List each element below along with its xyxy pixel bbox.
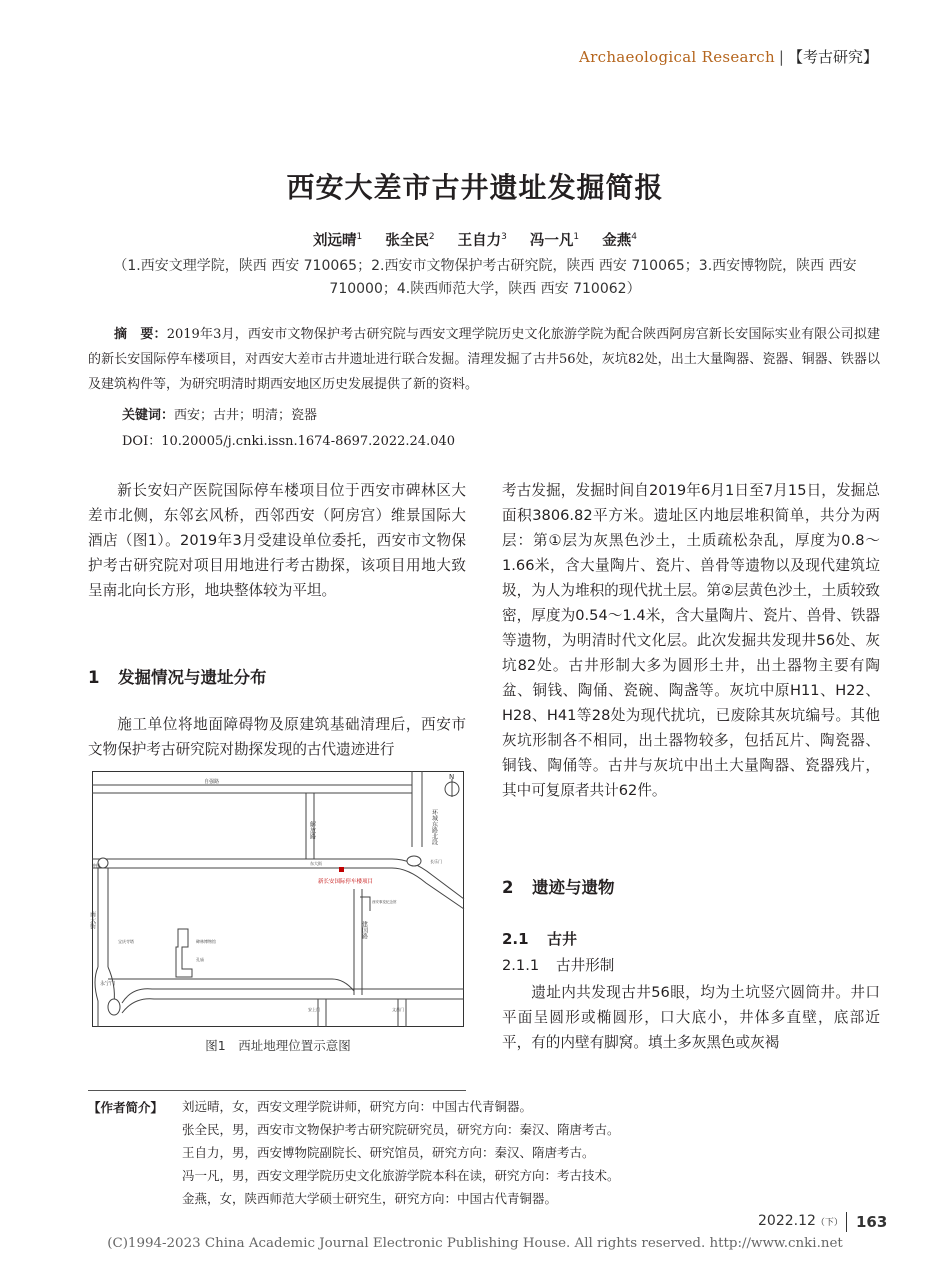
figure-caption: 图1 西址地理位置示意图	[205, 1038, 351, 1053]
sec211-paragraph-block	[502, 980, 880, 1055]
map-label-jianguo: 建国路	[360, 921, 368, 939]
footnote-line: 冯一凡，男，西安文理学院历史文化旅游学院本科在读，研究方向：考古技术。	[182, 1168, 620, 1183]
sec211-paragraph: 遗址内共发现古井56眼，均为土坑竖穴圆筒井。井口平面呈圆形或椭圆形，口大底小，井体多直壁，底部近平，有的内壁有脚窝。填土多灰黑色或灰褐	[502, 984, 880, 1051]
right-paragraph-block	[502, 478, 880, 803]
footer-divider	[846, 1212, 847, 1232]
author	[385, 233, 434, 249]
map-label-kongmiao: 孔庙	[196, 957, 204, 962]
right-paragraph: 考古发掘，发掘时间自2019年6月1日至7月15日，发掘总面积3806.82平方米。遗址区内地层堆积简单，共分为两层：第①层为灰黑色沙土，土质疏松杂乱，厚度为0.8～1.66米，含大量陶片、瓷片、兽骨等遗物以及现代建筑垃圾，为人为堆积的现代扰土层。第②层黄色沙土，土质较致密，厚度为0.54～1.4米，含大量陶片、瓷片、兽骨、铁器等遗物，为明清时代文化层。此次发掘共发现井56处、灰坑82处。古井形制大多为圆形土井，出土器物主要有陶盆、铜钱、陶俑、瓷碗、陶盏等。灰坑中原H11、H22、H28、H41等28处为现代扰坑，已废除其灰坑编号。其他灰坑形制各不相同，出土器物较多，包括瓦片、陶瓷器、铜钱、陶俑等。古井与灰坑中出土大量陶器、瓷器残片，其中可复原者共计62件。	[502, 482, 880, 799]
sec1-paragraph: 施工单位将地面障碍物及原建筑基础清理后，西安市文物保护考古研究院对勘探发现的古代遗迹进行	[88, 716, 466, 758]
abstract	[88, 322, 880, 397]
map-label-huancheng: 环城东路北段	[430, 809, 438, 845]
section-heading-2	[502, 874, 615, 898]
author	[530, 233, 579, 249]
footnote-line: 刘远晴，女，西安文理学院讲师，研究方向：中国古代青铜器。	[182, 1099, 533, 1114]
author-name: 金燕	[602, 233, 632, 249]
section-number: 2	[502, 878, 514, 897]
keywords	[122, 404, 317, 423]
footnote-rule	[88, 1090, 466, 1091]
author-affil-sup: 1	[356, 232, 363, 243]
sec1-paragraph-block	[88, 712, 466, 762]
section-title: 发掘情况与遗址分布	[118, 668, 267, 687]
roundabout-yongning	[108, 999, 120, 1015]
map-label-nanda: 南大街	[88, 911, 96, 929]
author-affil-sup: 1	[573, 232, 580, 243]
map-label-site: 新长安国际停车楼项目	[318, 879, 374, 885]
keywords-text: 西安；古井；明清；瓷器	[174, 408, 318, 423]
abstract-text: 2019年3月，西安市文物保护考古研究院与西安文理学院历史文化旅游学院为配合陕西阿房宫新长安国际实业有限公司拟建的新长安国际停车楼项目，对西安大差市古井遗址进行联合发掘。清理发掘了古井56处，灰坑82处，出土大量陶器、瓷器、铜器、铁器以及建筑构件等，为研究明清时期西安地区历史发展提供了新的资料。	[88, 327, 880, 392]
site-marker	[339, 867, 344, 872]
subsubsection-heading-2-1-1	[502, 954, 614, 975]
author-name: 王自力	[457, 233, 502, 249]
running-header	[579, 46, 878, 67]
issue-sub: （下）	[815, 1218, 843, 1228]
footer-issue	[758, 1213, 843, 1229]
abstract-label: 摘 要：	[114, 327, 167, 342]
footnote-line: 王自力，男，西安博物院副院长、研究馆员，研究方向：秦汉、隋唐考古。	[182, 1145, 595, 1160]
map-label-baoqing: 宝庆寺塔	[118, 939, 134, 944]
map-label-east-road: 东大街	[310, 861, 322, 866]
subsubsection-number: 2.1.1	[502, 957, 540, 974]
author-affil-sup: 3	[501, 232, 507, 243]
section-heading-1	[88, 664, 267, 688]
section-number: 1	[88, 668, 100, 687]
intro-paragraph: 新长安妇产医院国际停车楼项目位于西安市碑林区大差市北侧，东邻玄风桥，西邻西安（阿房宫）维景国际大酒店（图1）。2019年3月受建设单位委托，西安市文物保护考古研究院对项目用地进行考古勘探，该项目用地大致呈南北向长方形，地块整体较为平坦。	[88, 482, 466, 599]
footnote-line: 金燕，女，陕西师范大学硕士研究生，研究方向：中国古代青铜器。	[182, 1191, 558, 1206]
author-name: 冯一凡	[529, 233, 574, 249]
author	[602, 233, 637, 249]
map-label-zhonglou: 钟楼	[92, 863, 100, 868]
map-label-anshang: 安上门	[308, 1007, 320, 1012]
subsection-title: 古井	[547, 930, 578, 948]
footnote-line: 张全民，男，西安市文物保护考古研究院研究员，研究方向：秦汉、隋唐考古。	[182, 1122, 620, 1137]
author	[313, 233, 362, 249]
map-label-jiefang: 解放路	[308, 821, 316, 839]
map-frame	[93, 772, 464, 1027]
author-list	[0, 229, 950, 250]
journal-name-cn: 【考古研究】	[787, 48, 878, 66]
subsection-heading-2-1	[502, 928, 577, 949]
map-label-yongning: 永宁门	[100, 981, 116, 987]
header-separator: |	[778, 48, 784, 66]
map-label-wenchang: 文昌门	[392, 1007, 404, 1012]
subsection-number: 2.1	[502, 930, 529, 948]
footnote-label: 【作者简介】	[88, 1100, 164, 1115]
copyright-notice: (C)1994-2023 China Academic Journal Electronic Publishing House. All rights reserved. http://www.cnki.net	[107, 1236, 843, 1251]
author-name: 张全民	[385, 233, 429, 249]
author-affil-sup: 2	[428, 232, 435, 243]
map-label-beilin: 碑林博物馆	[196, 939, 216, 944]
doi-label: DOI：	[122, 434, 162, 449]
map-label-changle: 长乐门	[430, 859, 442, 864]
map-label-road-top: 自强路	[204, 779, 220, 785]
author	[458, 233, 507, 249]
keywords-label: 关键词：	[122, 408, 175, 423]
north-arrow-label: N	[449, 773, 455, 781]
subsubsection-title: 古井形制	[556, 957, 615, 974]
author-name: 刘远晴	[313, 233, 357, 249]
intro-paragraph-block	[88, 478, 466, 603]
journal-name-en: Archaeological Research	[579, 48, 775, 66]
page-number: 163	[856, 1213, 888, 1231]
doi-link[interactable]: 10.20005/j.cnki.issn.1674-8697.2022.24.040	[161, 434, 456, 449]
map-label-xian-shi: 西安事变纪念馆	[372, 900, 397, 904]
section-title: 遗迹与遗物	[532, 878, 615, 897]
doi	[122, 430, 455, 449]
article-title: 西安大差市古井遗址发掘简报	[286, 171, 664, 204]
roundabout-changle	[407, 856, 421, 866]
affiliations: （1.西安文理学院，陕西 西安 710065；2.西安市文物保护考古研究院，陕西 西安 710065；3.西安博物院，陕西 西安 710000；4.陕西师范大学，陕西 西安 710062）	[113, 258, 857, 297]
site-location-map	[88, 771, 464, 1027]
author-affil-sup: 4	[631, 232, 637, 243]
issue-number: 2022.12	[758, 1213, 816, 1229]
